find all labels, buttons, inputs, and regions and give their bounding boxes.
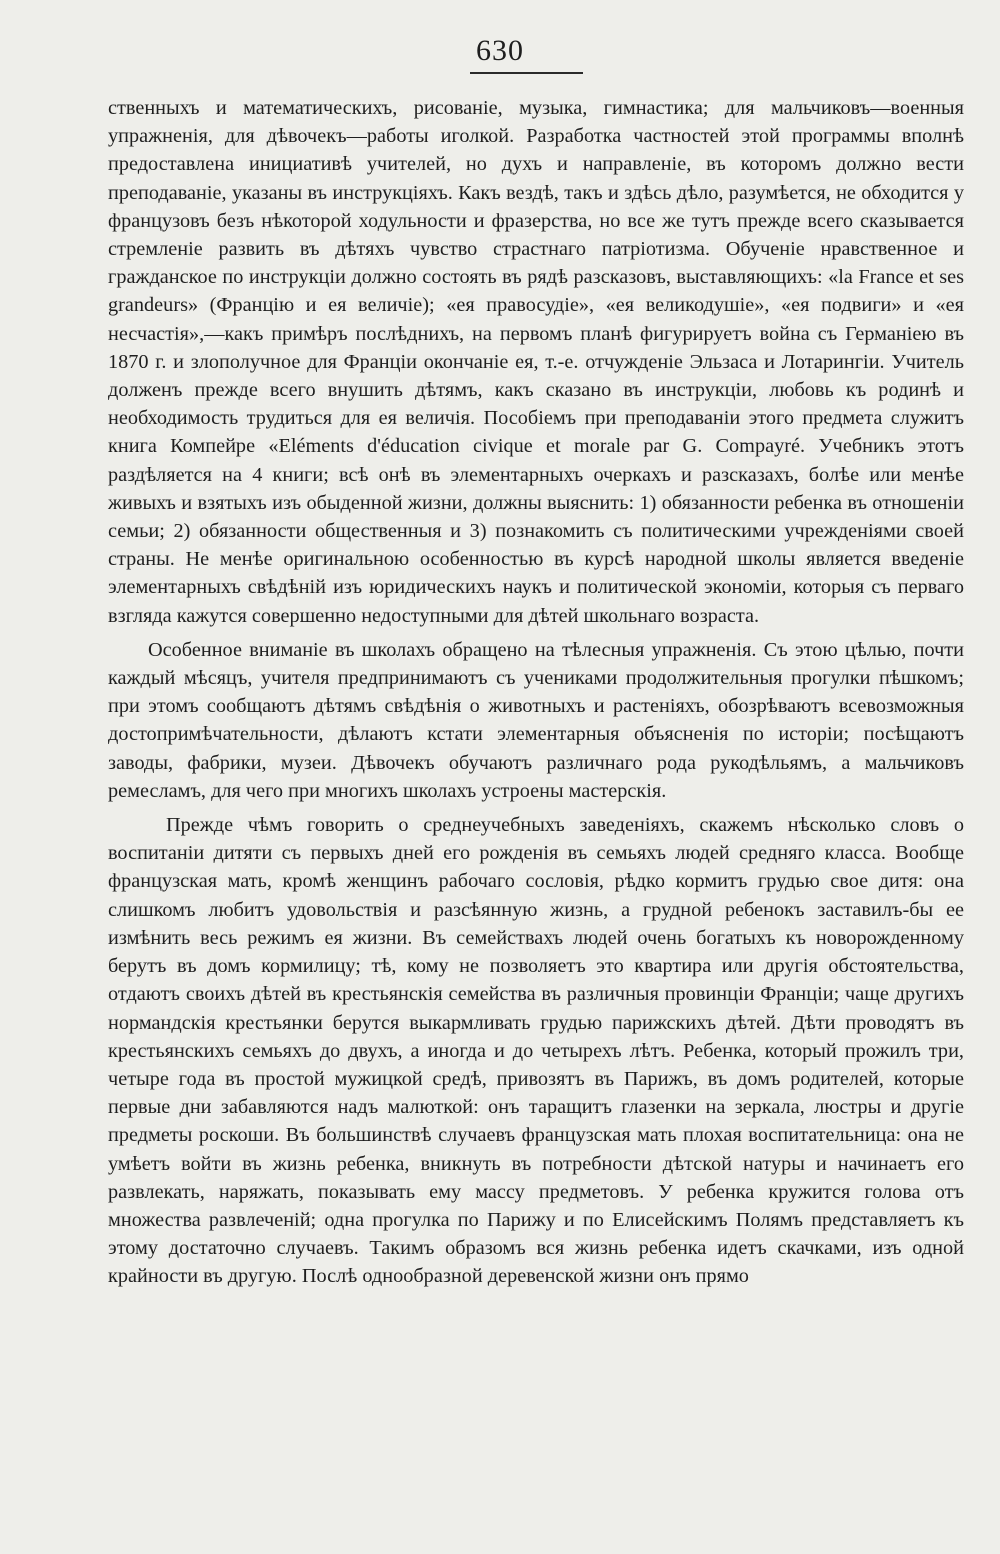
paragraph-3: Прежде чѣмъ говорить о среднеучебныхъ заведеніяхъ, скажемъ нѣсколько словъ о воспитаніи дитяти съ первыхъ дней его рожденія въ семьяхъ людей средняго класса. Вообще французская мать, кромѣ женщинъ рабочаго сословія, рѣдко кормитъ грудью свое дитя: она слишкомъ любитъ удовольствія и разсѣянную жизнь, а грудной ребенокъ заставилъ-бы ее измѣнить весь режимъ ея жизни. Въ семействахъ людей очень богатыхъ къ новорожденному берутъ въ домъ кормилицу; тѣ, кому не позволяетъ это квартира или другія обстоятельства, отдаютъ своихъ дѣтей въ крестьянскія семейства въ различныя провинціи Франціи; чаще другихъ нормандскія крестьянки берутся выкармливать грудью парижскихъ дѣтей. Дѣти проводятъ въ крестьянскихъ семьяхъ до двухъ, а иногда и до четырехъ лѣтъ. Ребенка, который прожилъ три, четыре года въ простой мужицкой средѣ, привозятъ въ Парижъ, въ домъ родителей, которые первые дни забавляются надъ малюткой: онъ таращитъ глазенки на зеркала, люстры и другіе предметы роскоши. Въ большинствѣ случаевъ французская мать плохая воспитательница: она не умѣетъ войти въ жизнь ребенка, вникнуть въ потребности дѣтской натуры и начинаетъ его развлекать, наряжать, показывать ему массу предметовъ. У ребенка кружится голова отъ множества развлеченій; одна прогулка по Парижу и по Елисейскимъ Полямъ представляетъ къ этому достаточно случаевъ. Такимъ образомъ вся жизнь ребенка идетъ скачками, изъ одной крайности въ другую. Послѣ однообразной деревенской жизни онъ прямо (108, 814, 964, 1288)
paragraph-2: Особенное вниманіе въ школахъ обращено на тѣлесныя упражненія. Съ этою цѣлью, почти каждый мѣсяцъ, учителя предпринимаютъ съ учениками продолжительныя прогулки пѣшкомъ; при этомъ сообщаютъ дѣтямъ свѣдѣнія о животныхъ и растеніяхъ, обозрѣваютъ всевозможныя достопримѣчательности, дѣлаютъ кстати элементарныя объясненія по исторіи; посѣщаютъ заводы, фабрики, музеи. Дѣвочекъ обучаютъ различнаго рода рукодѣльямъ, а мальчиковъ ремесламъ, для чего при многихъ школахъ устроены мастерскія. (108, 638, 964, 802)
paragraph-1: ственныхъ и математическихъ, рисованіе, музыка, гимнастика; для мальчиковъ—военныя упражненія, для дѣвочекъ—работы иголкой. Разработка частностей этой программы вполнѣ предоставлена инициативѣ учителей, но духъ и направленіе, въ которомъ должно вести преподаваніе, указаны въ инструкціяхъ. Какъ вездѣ, такъ и здѣсь дѣло, разумѣется, не обходится у французовъ безъ нѣкоторой ходульности и фразерства, но все же тутъ прежде всего сказывается стремленіе развить въ дѣтяхъ чувство страстнаго патріотизма. Обученіе нравственное и гражданское по инструкціи должно состоять въ рядѣ разсказовъ, выставляющихъ: «la France et ses grandeurs» (Францію и ея величіе); «ея правосудіе», «ея великодушіе», «ея подвиги» и «ея несчастія»,—какъ примѣръ послѣднихъ, на первомъ планѣ фигурируетъ война съ Германіею въ 1870 г. и злополучное для Франціи окончаніе ея, т.-е. отчужденіе Эльзаса и Лотарингіи. Учитель долженъ прежде всего внушить дѣтямъ, какъ сказано въ инструкціи, любовь къ родинѣ и необходимость трудиться для ея величія. Пособіемъ при преподаваніи этого предмета служитъ книга Компейре «Eléments d'éducation civique et morale par G. Compayré. Учебникъ этотъ раздѣляется на 4 книги; всѣ онѣ въ элементарныхъ очеркахъ и разсказахъ, болѣе или менѣе живыхъ и взятыхъ изъ обыденной жизни, должны выяснить: 1) обязанности ребенка въ отношеніи семьи; 2) обязанности общественныя и 3) познакомить съ политическими учрежденіями своей страны. Не менѣе оригинальною особенностью въ курсѣ народной школы является введеніе элементарныхъ свѣдѣній изъ юридическихъ наукъ и политической экономіи, которыя съ перваго взгляда кажутся совершенно недоступными для дѣтей школьнаго возраста. (108, 97, 964, 627)
page-number: 630 (476, 34, 524, 67)
page-body (108, 94, 964, 1291)
header-rule (470, 72, 583, 74)
